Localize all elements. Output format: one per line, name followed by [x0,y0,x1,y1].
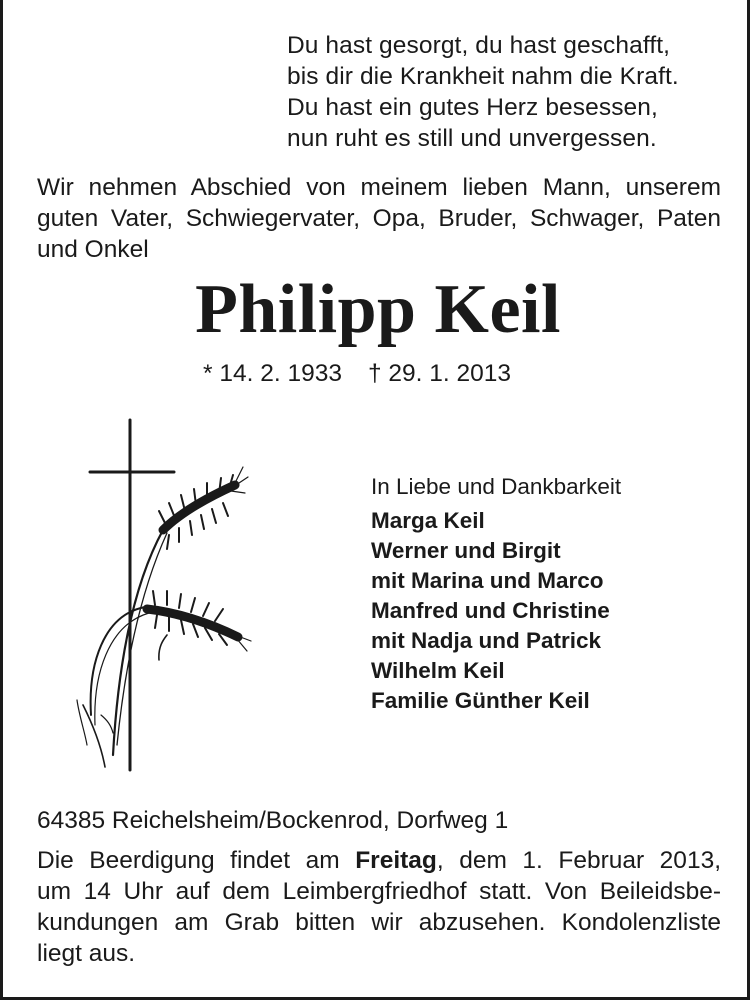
notice-day: Freitag [355,847,437,874]
mourners-heading: In Liebe und Dankbarkeit [371,474,622,499]
address: 64385 Reichelsheim/Bockenrod, Dorfweg 1 [37,807,509,834]
mourners [371,472,731,716]
intro-line: und Onkel [37,236,149,263]
mourner-name: Manfred und Christine [371,598,610,623]
poem-line: bis dir die Krankheit nahm die Kraft. [287,63,679,90]
poem-line: Du hast gesorgt, du hast geschafft, [287,32,671,59]
death-date: † 29. 1. 2013 [367,360,511,387]
intro-text [37,172,721,265]
cross-and-wheat-icon [63,415,263,775]
notice-line: um 14 Uhr auf dem Leimbergfriedhof statt. Von Beileidsbe- [37,878,721,905]
intro-line: guten Vater, Schwiegervater, Opa, Bruder, Schwager, Paten [37,205,721,232]
poem-line: nun ruht es still und unvergessen. [287,125,657,152]
notice-text: Die Beerdigung findet am [37,847,356,874]
notice-text: , dem 1. Februar 2013, [436,847,721,874]
mourner-name: mit Marina und Marco [371,568,604,593]
notice-line: kundungen am Grab bitten wir abzusehen. Kondolenzliste [37,909,721,936]
notice-line [37,845,721,876]
birth-date: * 14. 2. 1933 [203,360,342,387]
life-dates [203,358,563,390]
deceased-name: Philipp Keil [195,271,561,348]
notice-line: liegt aus. [37,940,136,967]
mourner-name: Wilhelm Keil [371,658,505,683]
mourner-name: Familie Günther Keil [371,688,590,713]
funeral-notice [37,845,721,969]
mourner-name: Werner und Birgit [371,538,561,563]
intro-line: Wir nehmen Abschied von meinem lieben Mann, unserem [37,174,721,201]
poem-line: Du hast ein gutes Herz besessen, [287,94,658,121]
mourner-name: mit Nadja und Patrick [371,628,602,653]
mourner-name: Marga Keil [371,508,485,533]
poem [287,30,727,154]
